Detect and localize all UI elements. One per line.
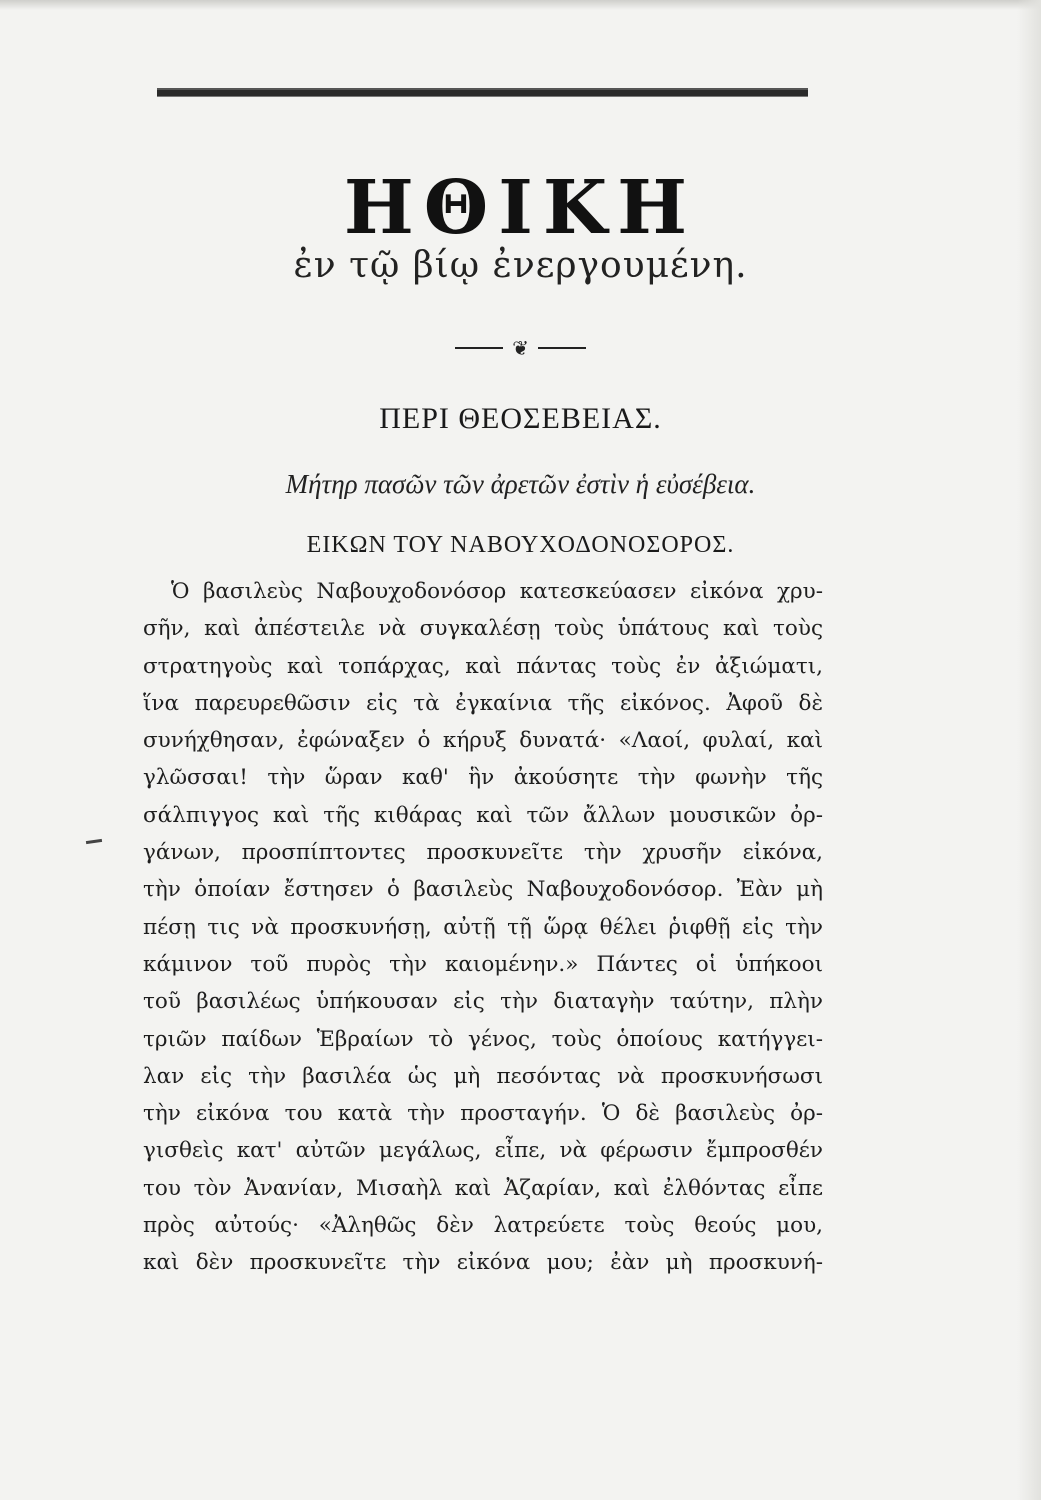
- top-rule: [157, 88, 808, 97]
- epigraph: Μήτηρ πασῶν τῶν ἀρετῶν ἐστὶν ἡ εὐσέβεια.: [285, 469, 756, 499]
- margin-mark: [86, 839, 102, 844]
- text-line: γισθεὶς κατ' αὐτῶν μεγάλως, εἶπε, νὰ φέρωσιν ἔμπροσθέν: [143, 1138, 823, 1164]
- text-line: του τὸν Ἀνανίαν, Μισαὴλ καὶ Ἀζαρίαν, καὶ ἐλθόντας εἶπε: [143, 1175, 823, 1201]
- body-text: [143, 573, 823, 1282]
- text-line: πέσῃ τις νὰ προσκυνήσῃ, αὐτῇ τῇ ὥρᾳ θέλει ῥιφθῇ εἰς τὴν: [143, 914, 823, 940]
- text-line: σάλπιγγος καὶ τῆς κιθάρας καὶ τῶν ἄλλων μουσικῶν ὀρ-: [143, 802, 823, 828]
- text-line: συνήχθησαν, ἐφώναξεν ὁ κήρυξ δυνατά· «Λαοί, φυλαί, καὶ: [143, 728, 823, 754]
- ornament-line-right: [538, 347, 586, 349]
- text-line: πρὸς αὐτούς· «Ἀληθῶς δὲν λατρεύετε τοὺς θεούς μου,: [143, 1213, 823, 1239]
- text-line: ἵνα παρευρεθῶσιν εἰς τὰ ἐγκαίνια τῆς εἰκόνος. Ἀφοῦ δὲ: [143, 690, 823, 716]
- ornament-divider: [0, 337, 1041, 367]
- section-heading: ΠΕΡΙ ΘΕΟΣΕΒΕΙΑΣ.: [379, 402, 662, 435]
- ornament-line-left: [455, 347, 503, 349]
- text-line: τοῦ βασιλέως ὑπήκουσαν εἰς τὴν διαταγὴν ταύτην, πλὴν: [143, 989, 823, 1015]
- text-line: σῆν, καὶ ἀπέστειλε νὰ συγκαλέσῃ τοὺς ὑπάτους καὶ τοὺς: [143, 616, 823, 642]
- text-line: λαν εἰς τὴν βασιλέα ὡς μὴ πεσόντας νὰ προσκυνήσωσι: [143, 1063, 823, 1089]
- text-line: κάμινον τοῦ πυρὸς τὴν καιομένην.» Πάντες οἱ ὑπήκοοι: [143, 951, 823, 977]
- text-line: στρατηγοὺς καὶ τοπάρχας, καὶ πάντας τοὺς ἐν ἀξιώματι,: [143, 653, 823, 679]
- page-subtitle: ἐν τῷ βίῳ ἐνεργουμένη.: [293, 245, 748, 286]
- text-line: τριῶν παίδων Ἑβραίων τὸ γένος, τοὺς ὁποίους κατήγγει-: [143, 1026, 823, 1052]
- text-line: γλῶσσαι! τὴν ὥραν καθ' ἣν ἀκούσητε τὴν φωνὴν τῆς: [143, 765, 823, 791]
- text-line: τὴν ὁποίαν ἔστησεν ὁ βασιλεὺς Ναβουχοδονόσορ. Ἐὰν μὴ: [143, 877, 823, 903]
- text-line: καὶ δὲν προσκυνεῖτε τὴν εἰκόνα μου; ἐὰν μὴ προσκυνή-: [143, 1250, 823, 1276]
- page-edge-top: [0, 0, 1041, 10]
- story-heading: ΕΙΚΩΝ ΤΟΥ ΝΑΒΟΥΧΟΔΟΝΟΣΟΡΟΣ.: [306, 532, 735, 558]
- text-line: γάνων, προσπίπτοντες προσκυνεῖτε τὴν χρυσῆν εἰκόνα,: [143, 840, 823, 866]
- text-line: Ὁ βασιλεὺς Ναβουχοδονόσορ κατεσκεύασεν εἰκόνα χρυ-: [171, 579, 823, 604]
- ornament-icon: ❦: [512, 336, 529, 360]
- text-line: τὴν εἰκόνα του κατὰ τὴν προσταγήν. Ὁ δὲ βασιλεὺς ὀρ-: [143, 1101, 823, 1127]
- page-title: ΗΘΙΚΗ: [343, 165, 698, 251]
